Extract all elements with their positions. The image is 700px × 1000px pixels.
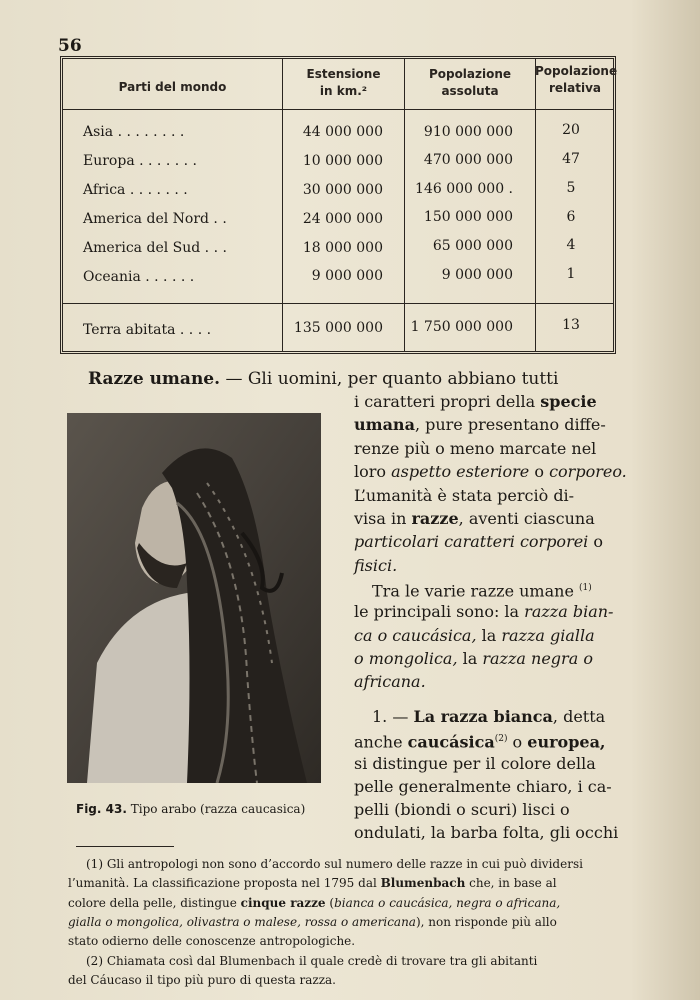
text-line: i caratteri propri della specie	[354, 392, 597, 411]
text-line: ondulati, la barba folta, gli occhi	[354, 823, 619, 842]
table-divider	[282, 59, 283, 351]
section-heading-line: Razze umane. — Gli uomini, per quanto abbiano tutti	[88, 369, 559, 389]
section-heading: Razze umane.	[88, 369, 221, 389]
header-relative-population: Popolazione relativa	[535, 64, 618, 95]
text-line: fisici.	[354, 556, 398, 575]
figure-label: Fig. 43.	[76, 802, 127, 816]
text-line: particolari caratteri corporei o	[354, 532, 604, 551]
text-line: si distingue per il colore della	[354, 754, 596, 773]
table-divider	[63, 303, 613, 304]
footnote-line: colore della pelle, distingue cinque razze (bianca o caucásica, negra o africana,	[68, 896, 561, 910]
text-line: pelle generalmente chiaro, i ca-	[354, 777, 612, 796]
text-line: Tra le varie razze umane $^{(1)}$	[372, 581, 592, 601]
text-line: africana.	[354, 672, 426, 691]
table-divider	[535, 59, 536, 351]
text-line: o mongolica, la razza negra o	[354, 649, 593, 668]
arab-portrait-photo	[67, 413, 321, 783]
footnote-line: stato odierno delle conoscenze antropologiche.	[68, 934, 356, 948]
photo-image	[67, 413, 321, 783]
footnote-line: l’umanità. La classificazione proposta nel 1795 dal Blumenbach che, in base al	[68, 876, 557, 890]
text-line: renze più o meno marcate nel	[354, 439, 597, 458]
footnote-line: (1) Gli antropologi non sono d’accordo sul numero delle razze in cui può dividersi	[86, 857, 583, 871]
table-divider	[404, 59, 405, 351]
text-line: pelli (biondi o scuri) lisci o	[354, 800, 570, 819]
text-line: le principali sono: la razza bian-	[354, 602, 614, 621]
footnote-separator	[76, 846, 174, 847]
footnote-line: del Cáucaso il tipo più puro di questa razza.	[68, 973, 336, 987]
text-line: 1. — La razza bianca, detta	[372, 707, 606, 726]
footnote-line: (2) Chiamata così dal Blumenbach il quale credè di trovare tra gli abitanti	[86, 954, 538, 968]
text-line: visa in razze, aventi ciascuna	[354, 509, 595, 528]
page-number: 56	[58, 36, 82, 56]
figure-caption: Fig. 43. Tipo arabo (razza caucasica)	[76, 802, 306, 816]
text-line: anche caucásica$^{(2)}$ o europea,	[354, 732, 606, 752]
table-divider	[63, 109, 613, 110]
text-line: L’umanità è stata perciò di-	[354, 486, 575, 505]
population-table: Parti del mondo Estensione in km.² Popolazione assoluta Popolazione relativa Asia . . . . . . . . 44 000 000 910 000 000 20 Europa . . . . . . . 10 000 000 470 000 000 47 Africa . . . . . . . 30 000 000 146 000 000 . 5 America del Nord . . 24 000 000 150 000 000 6 America del Sud . . . 18 000 000 65 000 000 4 Oceania . . . . . . 9 000 000 9 000 000 1 Terra abitata . . . . 135 000 000 1 750 000 000 13	[60, 56, 616, 354]
header-parts: Parti del mondo	[118, 80, 227, 94]
footnote-line: gialla o mongolica, olivastra o malese, rossa o americana), non risponde più allo	[68, 915, 557, 929]
text-line: umana, pure presentano diffe-	[354, 415, 606, 434]
header-absolute-population: Popolazione assoluta	[428, 67, 512, 98]
text-line: loro aspetto esteriore o corporeo.	[354, 462, 627, 481]
text-line: ca o caucásica, la razza gialla	[354, 626, 595, 645]
header-extension: Estensione in km.²	[306, 67, 381, 98]
